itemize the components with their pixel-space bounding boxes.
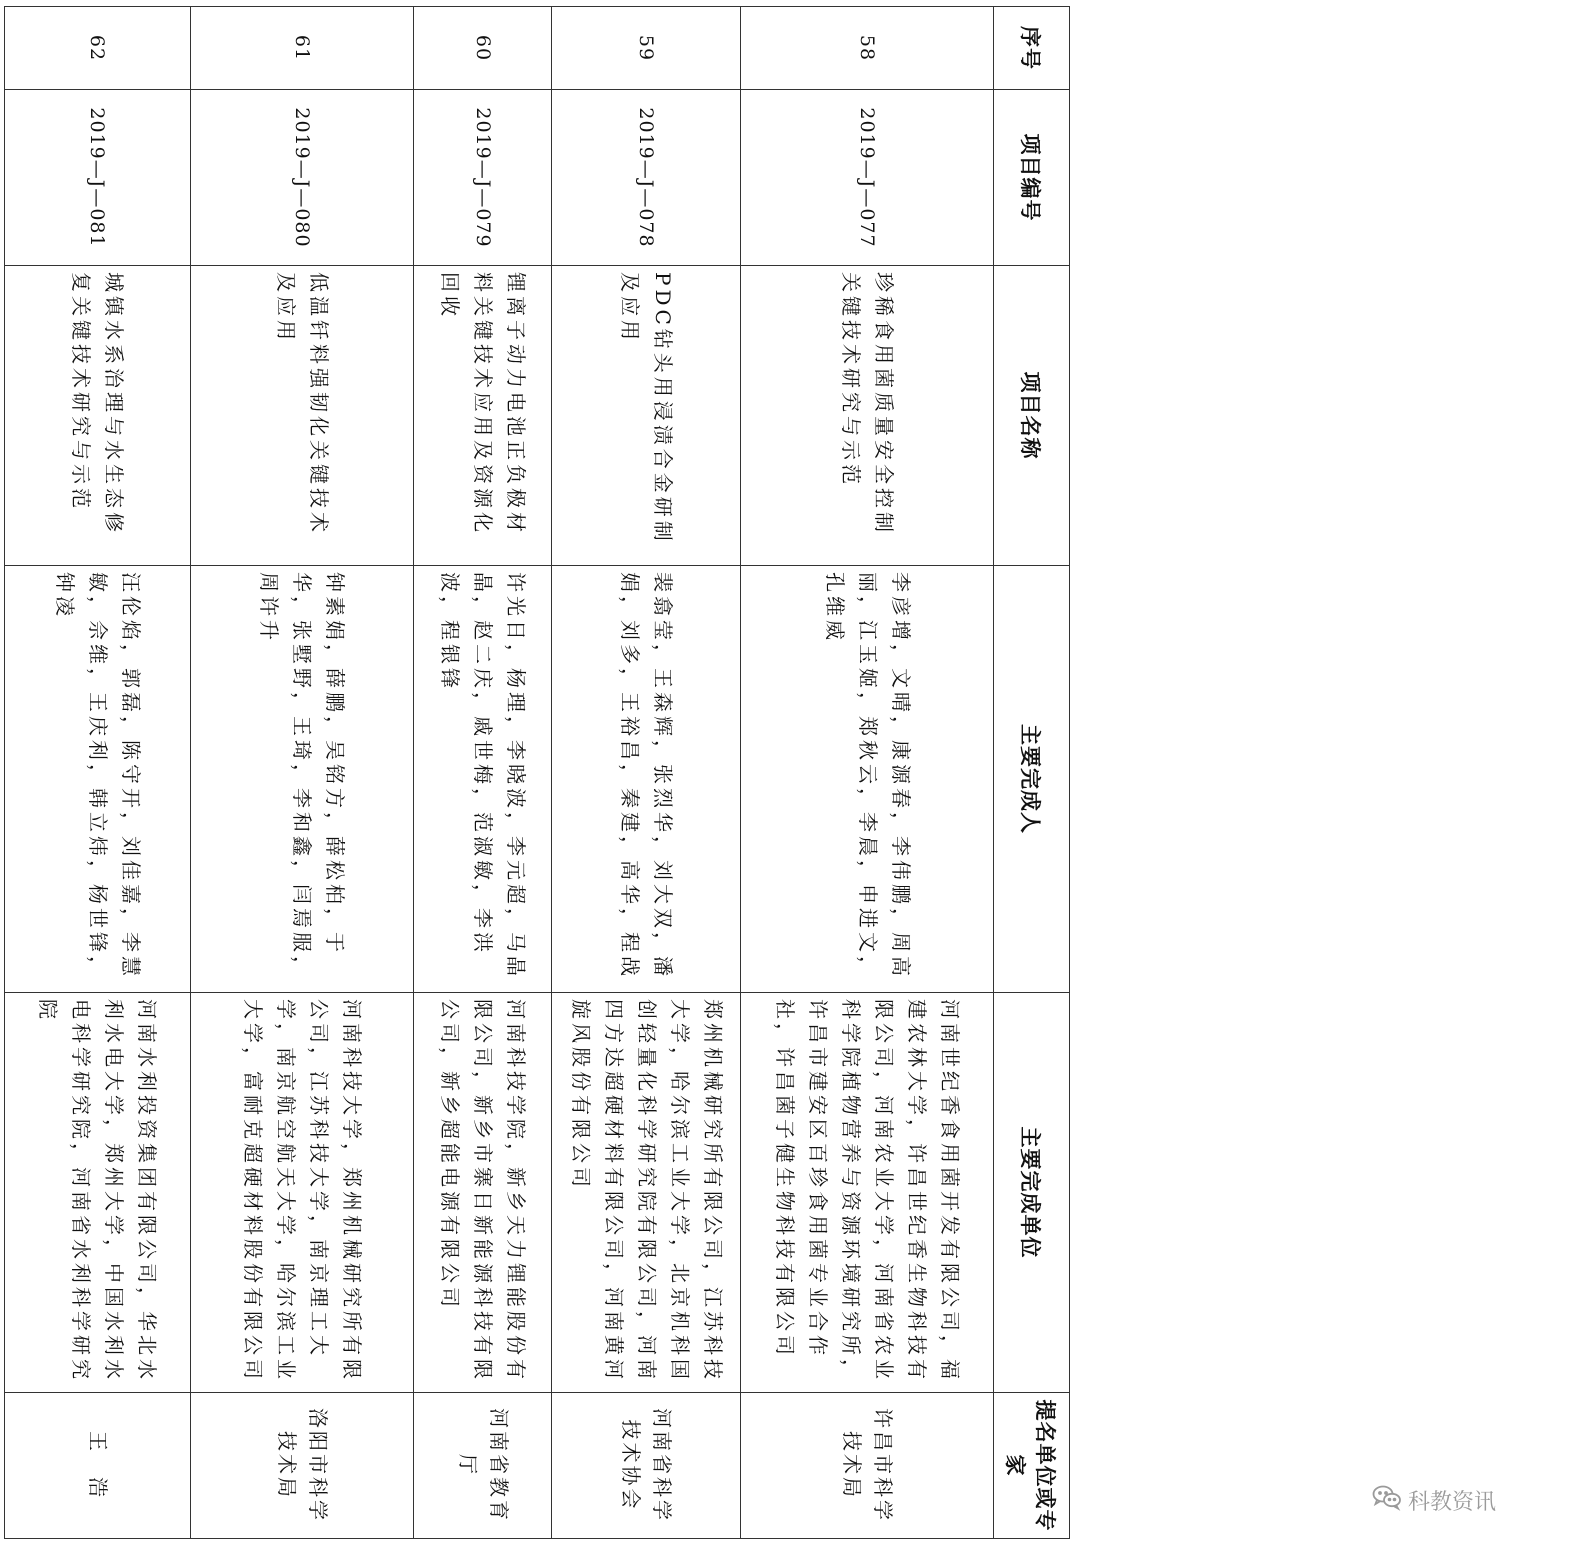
cell-units: 河南科技学院，新乡天力锂能股份有限公司，新乡市寨日新能源科技有限公司，新乡超能电源有限公司 (413, 993, 552, 1393)
cell-seq: 61 (190, 7, 413, 90)
cell-code: 2019—J—081 (5, 90, 191, 266)
header-units: 主要完成单位 (994, 993, 1070, 1393)
cell-people: 汪伦焰，郭磊，陈守开，刘佳嘉，李慧敏，佘维，王庆利，韩立炜，杨世锋，钟凌 (5, 566, 191, 993)
cell-people: 裴翕莹，王森辉，张烈华，刘大双，潘娟，刘多，王裕昌，秦建，高华，程战 (552, 566, 741, 993)
cell-nominator: 河南省教育厅 (413, 1393, 552, 1539)
cell-nominator: 洛阳市科学技术局 (190, 1393, 413, 1539)
table-row (190, 7, 413, 1539)
table-row (552, 7, 741, 1539)
header-nominator: 提名单位或专家 (994, 1393, 1070, 1539)
header-seq: 序号 (994, 7, 1070, 90)
cell-code: 2019—J—079 (413, 90, 552, 266)
header-code: 项目编号 (994, 90, 1070, 266)
table-row (741, 7, 994, 1539)
cell-units: 河南世纪香食用菌开发有限公司，福建农林大学，许昌世纪香生物科技有限公司，河南农业大学，河南省农业科学院植物营养与资源环境研究所，许昌市建安区百珍食用菌专业合作社，许昌菌子健生物科技有限公司 (741, 993, 994, 1393)
cell-seq: 59 (552, 7, 741, 90)
cell-name: 低温钎料强韧化关键技术及应用 (190, 266, 413, 566)
cell-code: 2019—J—077 (741, 90, 994, 266)
cell-name: 珍稀食用菌质量安全控制关键技术研究与示范 (741, 266, 994, 566)
cell-seq: 60 (413, 7, 552, 90)
award-table (4, 6, 1070, 1539)
cell-nominator: 许昌市科学技术局 (741, 1393, 994, 1539)
cell-people: 许光日，杨理，李晓波，李元超，马晶晶，赵二庆，戚世梅，范淑敏，李洪波，程银锋 (413, 566, 552, 993)
cell-seq: 58 (741, 7, 994, 90)
watermark (1372, 1478, 1572, 1522)
cell-units: 河南水利投资集团有限公司，华北水利水电大学，郑州大学，中国水利水电科学研究院，河南省水利科学研究院 (5, 993, 191, 1393)
cell-name: 锂离子动力电池正负极材料关键技术应用及资源化回收 (413, 266, 552, 566)
wechat-icon (1372, 1484, 1402, 1516)
cell-code: 2019—J—078 (552, 90, 741, 266)
cell-nominator: 河南省科学技术协会 (552, 1393, 741, 1539)
cell-people: 钟素娟，薛鹏，吴铭方，薛松柏，于华，张墅野，王琦，李和鑫，闫焉服，周许升 (190, 566, 413, 993)
table-row (5, 7, 191, 1539)
cell-people: 李彦增，文晴，康源春，李伟鹏，周高丽，江玉姬，郑秋云，李晨，申进文，孔维威 (741, 566, 994, 993)
header-people: 主要完成人 (994, 566, 1070, 993)
cell-units: 郑州机械研究所有限公司，江苏科技大学，哈尔滨工业大学，北京机科国创轻量化科学研究院有限公司，河南四方达超硬材料有限公司，河南黄河旋风股份有限公司 (552, 993, 741, 1393)
watermark-text: 科教资讯 (1408, 1489, 1497, 1515)
header-row (994, 7, 1070, 1539)
header-name: 项目名称 (994, 266, 1070, 566)
cell-seq: 62 (5, 7, 191, 90)
cell-nominator: 王 浩 (5, 1393, 191, 1539)
cell-name: 城镇水系治理与水生态修复关键技术研究与示范 (5, 266, 191, 566)
cell-units: 河南科技大学，郑州机械研究所有限公司，江苏科技大学，南京理工大学，南京航空航天大学，哈尔滨工业大学，富耐克超硬材料股份有限公司 (190, 993, 413, 1393)
table-row (413, 7, 552, 1539)
cell-code: 2019—J—080 (190, 90, 413, 266)
cell-name: PDC钻头用浸渍合金研制及应用 (552, 266, 741, 566)
